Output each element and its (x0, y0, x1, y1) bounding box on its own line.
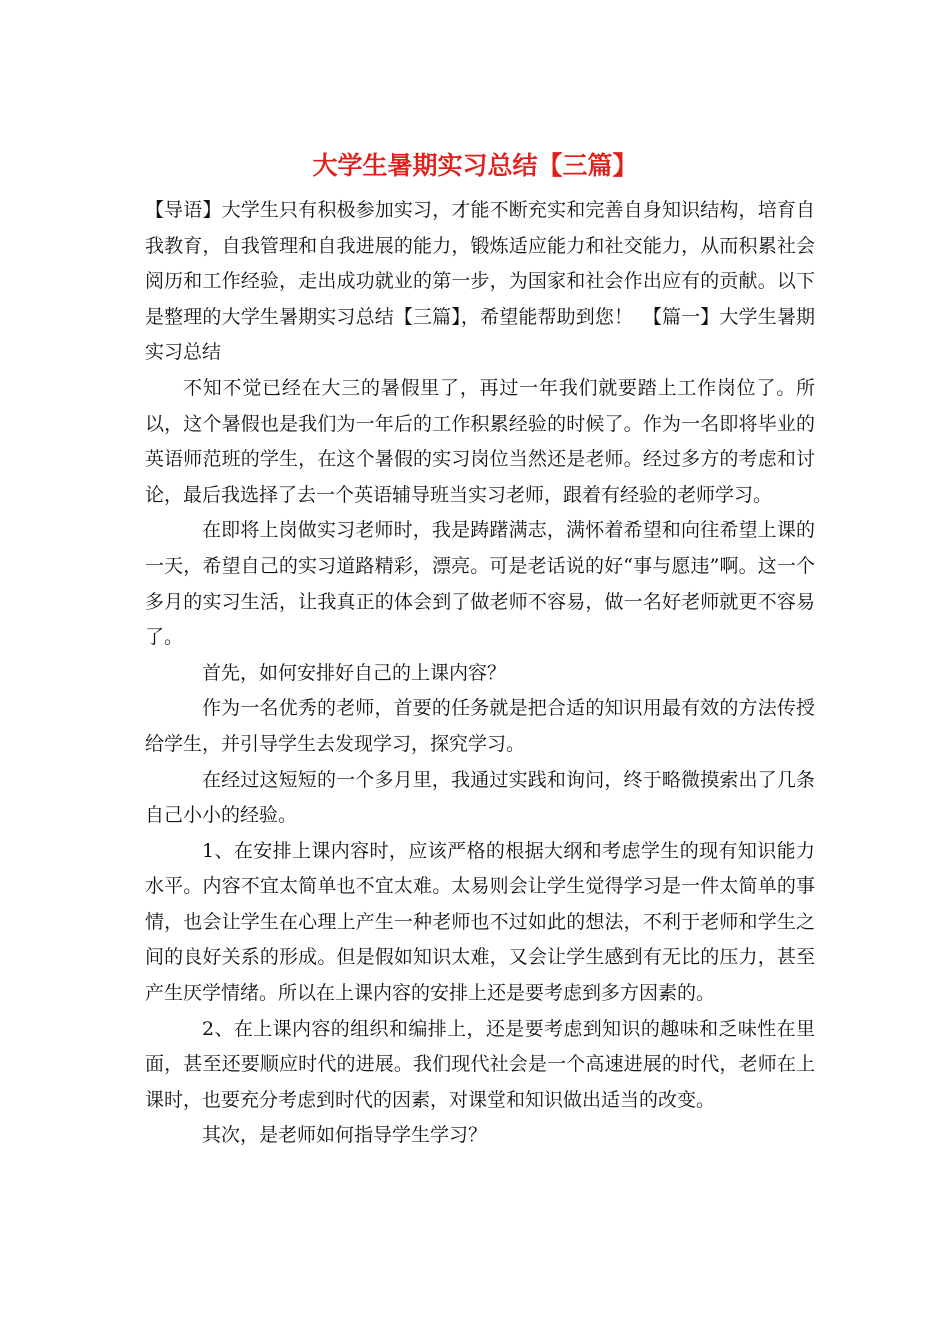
paragraph: 在经过这短短的一个多月里，我通过实践和询问，终于略微摸索出了几条自己小小的经验。 (145, 768, 815, 827)
paragraph: 在即将上岗做实习老师时，我是踌躇满志，满怀着希望和向往希望上课的一天，希望自己的实习道路精彩，漂亮。可是老话说的好“事与愿违”啊。这一个多月的实习生活，让我真正的体会到了做老师不容易，做一名好老师就更不容易了。 (145, 519, 815, 649)
paragraph: 作为一名优秀的老师，首要的任务就是把合适的知识用最有效的方法传授给学生，并引导学生去发现学习，探究学习。 (145, 697, 815, 755)
paragraph: 1、在安排上课内容时，应该严格的根据大纲和考虑学生的现有知识能力水平。内容不宜太简单也不宜太难。太易则会让学生觉得学习是一件太简单的事情，也会让学生在心理上产生一种老师也不过如此的想法，不利于老师和学生之间的良好关系的形成。但是假如知识太难，又会让学生感到有无比的压力，甚至产生厌学情绪。所以在上课内容的安排上还是要考虑到多方因素的。 (145, 839, 815, 1005)
document-body (145, 193, 815, 1154)
document-title: 大学生暑期实习总结【三篇】 (312, 151, 638, 180)
paragraph: 2、在上课内容的组织和编排上，还是要考虑到知识的趣味和乏味性在里面，甚至还要顺应时代的进展。我们现代社会是一个高速进展的时代，老师在上课时，也要充分考虑到时代的因素，对课堂和知识做出适当的改变。 (145, 1017, 815, 1111)
paragraph: 其次，是老师如何指导学生学习？ (202, 1124, 488, 1147)
paragraph-intro: 【导语】大学生只有积极参加实习，才能不断充实和完善自身知识结构，培育自我教育，自我管理和自我进展的能力，锻炼适应能力和社交能力，从而积累社会阅历和工作经验，走出成功就业的第一步，为国家和社会作出应有的贡献。以下是整理的大学生暑期实习总结【三篇】，希望能帮助到您！ 【篇一】大学生暑期实习总结 (145, 199, 815, 364)
paragraph: 首先，如何安排好自己的上课内容？ (202, 661, 507, 684)
paragraph: 不知不觉已经在大三的暑假里了，再过一年我们就要踏上工作岗位了。所以，这个暑假也是我们为一年后的工作积累经验的时候了。作为一名即将毕业的英语师范班的学生，在这个暑假的实习岗位当然还是老师。经过多方的考虑和讨论，最后我选择了去一个英语辅导班当实习老师，跟着有经验的老师学习。 (145, 376, 815, 506)
